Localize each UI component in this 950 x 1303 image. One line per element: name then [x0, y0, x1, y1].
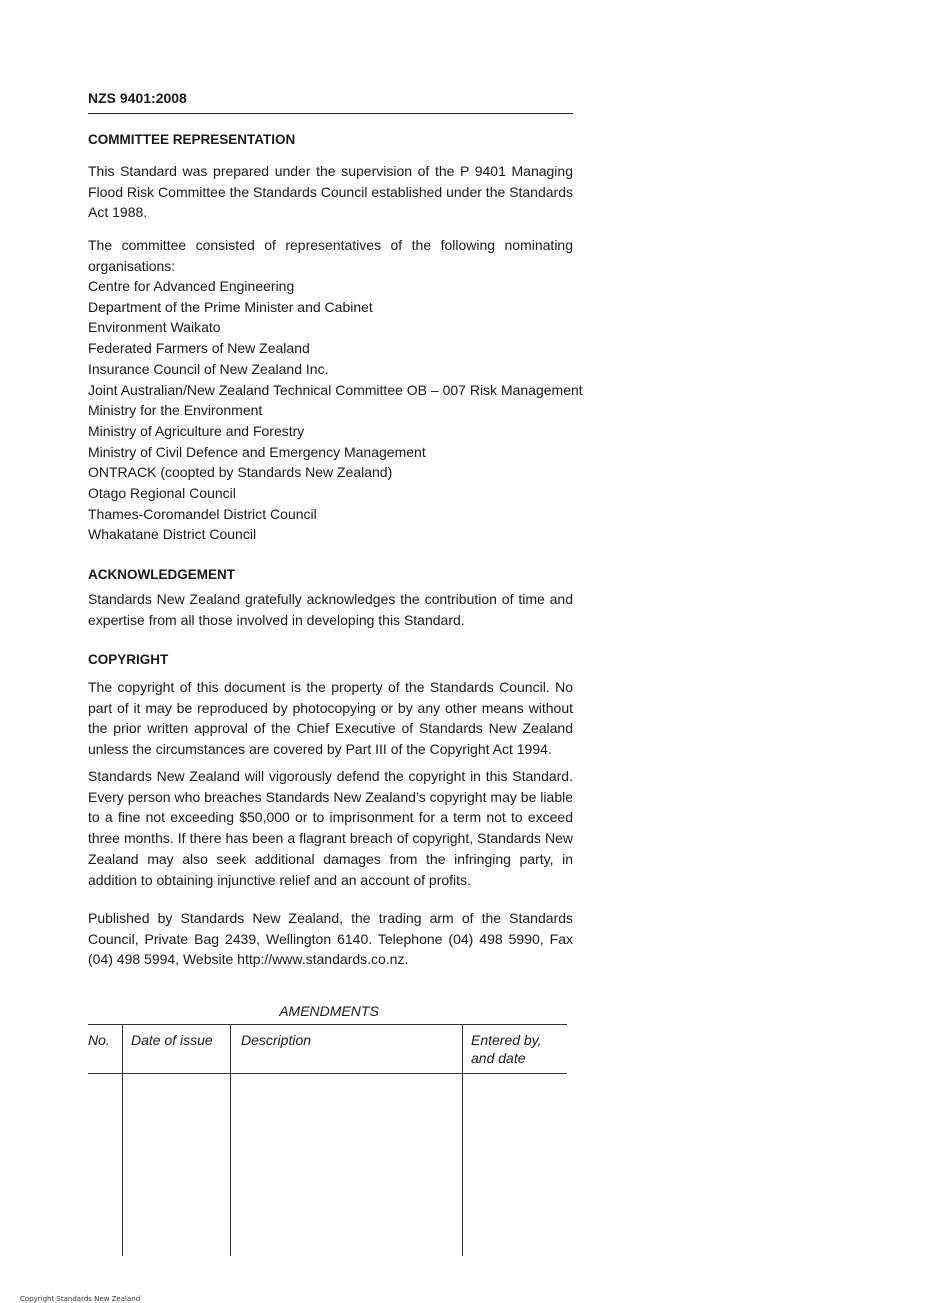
- column-header-description: Description: [241, 1032, 312, 1048]
- column-header-date: Date of issue: [131, 1032, 213, 1048]
- column-header-entered: Entered by, and date: [471, 1032, 542, 1066]
- organisation-item: Ministry of Agriculture and Forestry: [88, 422, 305, 439]
- organisation-item: Centre for Advanced Engineering: [88, 278, 295, 294]
- organisation-item: Joint Australian/New Zealand Technical Committee OB – 007 Risk Management: [88, 381, 583, 398]
- copyright-title: COPYRIGHT: [88, 652, 169, 667]
- committee-title: COMMITTEE REPRESENTATION: [88, 132, 296, 147]
- organisation-item: Federated Farmers of New Zealand: [88, 340, 310, 357]
- amendments-column-divider: [230, 1024, 231, 1256]
- amendments-header-rule: [88, 1073, 567, 1074]
- amendments-title-text: AMENDMENTS: [279, 1003, 379, 1019]
- organisation-item: Thames-Coromandel District Council: [88, 505, 317, 522]
- organisation-item: Insurance Council of New Zealand Inc.: [88, 360, 329, 377]
- column-header-no: No.: [88, 1032, 110, 1048]
- committee-consisted: The committee consisted of representatives of the following nominating organisations:: [88, 237, 573, 274]
- acknowledgement-title: ACKNOWLEDGEMENT: [88, 567, 235, 582]
- organisation-item: Environment Waikato: [88, 319, 221, 336]
- organisation-item: ONTRACK (coopted by Standards New Zealand): [88, 464, 393, 481]
- amendments-title: [88, 1003, 573, 1019]
- organisation-item: Department of the Prime Minister and Cabinet: [88, 298, 373, 315]
- copyright-paragraph-1: The copyright of this document is the property of the Standards Council. No part of it may be reproduced by photocopying or by any other means without the prior written approval of the Chief Executive of Standards New Zealand unless the circumstances are covered by Part III of the Copyright Act 1994.: [88, 679, 573, 758]
- organisation-item: Ministry for the Environment: [88, 402, 263, 419]
- organisation-item: Otago Regional Council: [88, 485, 236, 502]
- organisation-item: Ministry of Civil Defence and Emergency Management: [88, 443, 426, 460]
- organisation-item: Whakatane District Council: [88, 526, 257, 543]
- amendments-top-rule: [88, 1024, 567, 1025]
- footer-copyright-note: Copyright Standards New Zealand: [20, 1295, 141, 1303]
- organisation-list: [88, 276, 583, 545]
- acknowledgement-text: Standards New Zealand gratefully acknowledges the contribution of time and expertise from all those involved in developing this Standard.: [88, 591, 573, 628]
- copyright-paragraph-2: Standards New Zealand will vigorously defend the copyright in this Standard. Every person who breaches Standards New Zealand’s copyright may be liable to a fine not exceeding $50,000 or to imprisonment for a term not to exceed three months. If there has been a flagrant breach of copyright, Standards New Zealand may also seek additional damages from the infringing party, in addition to obtaining injunctive relief and an account of profits.: [88, 768, 573, 888]
- amendments-table: [88, 1024, 567, 1256]
- standard-number-header: NZS 9401:2008: [88, 90, 573, 114]
- amendments-column-divider: [462, 1024, 463, 1256]
- amendments-column-divider: [122, 1024, 123, 1256]
- published-by: Published by Standards New Zealand, the trading arm of the Standards Council, Private Bag 2439, Wellington 6140. Telephone (04) 498 5990, Fax (04) 498 5994, Website http://www.standards.co.nz.: [88, 910, 573, 968]
- committee-intro: This Standard was prepared under the supervision of the P 9401 Managing Flood Risk Committee the Standards Council established under the Standards Act 1988.: [88, 163, 573, 221]
